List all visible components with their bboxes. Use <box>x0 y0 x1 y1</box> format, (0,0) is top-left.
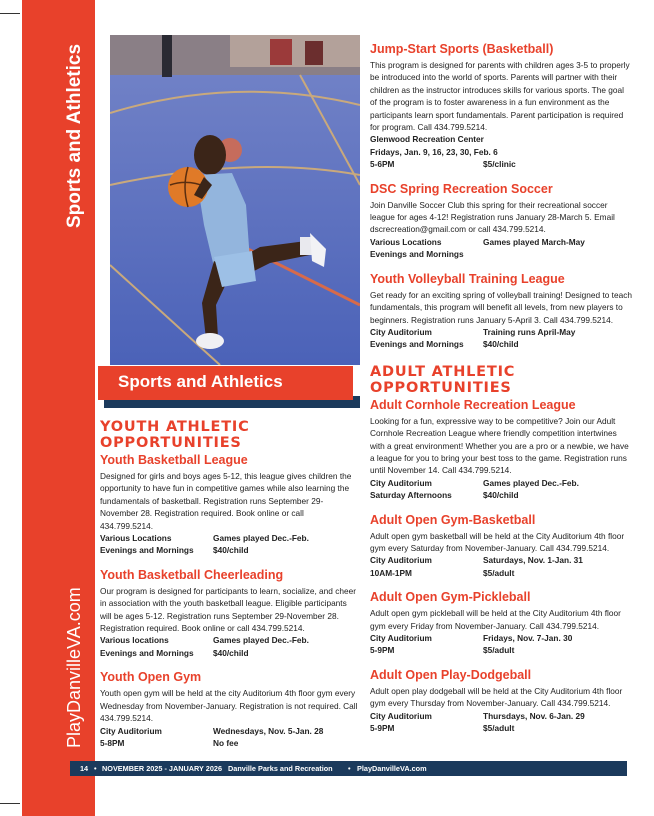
program-schedule: Training runs April-May <box>483 326 576 337</box>
program-description: This program is designed for parents with children ages 3-5 to properly be introduced into the world of sports. Parents will partner with their children as the instructor introduces skills for various sports. The goal of the program is to foster awareness in a fun environment as the participants learn sport fundamentals. Parent participation is required for program. Call 434.799.5214. <box>370 60 630 133</box>
page-footer <box>70 761 627 776</box>
program-description: Join Danville Soccer Club this spring for their recreational soccer league for ages 4-12! Registration runs January 28-March 5. Email dscrecreation@gmail.com or call 434.799.5214. <box>370 199 615 235</box>
program-location: City Auditorium <box>370 326 432 337</box>
program-schedule: Games played March-May <box>483 236 585 247</box>
program-time: 5-6PM <box>370 159 395 170</box>
program-title: Jump-Start Sports (Basketball) <box>370 42 554 56</box>
program-location: City Auditorium <box>370 477 432 488</box>
program-details-row <box>100 647 358 659</box>
program-description: Adult open play dodgeball will be held at the City Auditorium 4th floor gym every Thursday from November-January. Call 434.799.5214. <box>370 685 623 709</box>
program-details-row <box>370 632 632 644</box>
program-location: City Auditorium <box>370 710 432 721</box>
footer-site: PlayDanvilleVA.com <box>357 764 427 773</box>
program-schedule: Games played Dec.-Feb. <box>483 477 579 488</box>
program-details-row <box>370 326 632 338</box>
program-schedule: Saturdays, Nov. 1-Jan. 31 <box>483 555 583 566</box>
program-dates: Fridays, Jan. 9, 16, 23, 30, Feb. 6 <box>370 146 498 157</box>
program-details-row <box>370 158 632 170</box>
program-title: Youth Volleyball Training League <box>370 271 565 286</box>
program-details-row <box>370 710 632 722</box>
program-location: Glenwood Recreation Center <box>370 134 484 145</box>
footer-dates: NOVEMBER 2025 - JANUARY 2026 <box>102 764 223 773</box>
program-time: 10AM-1PM <box>370 567 412 578</box>
left-column <box>100 419 358 749</box>
program-fee: $40/child <box>483 490 519 501</box>
program-fee: $5/clinic <box>483 159 516 170</box>
program-time: 5-9PM <box>370 645 395 656</box>
program-time: Evenings and Mornings <box>100 647 194 658</box>
program-time: 5-9PM <box>370 723 395 734</box>
program-time: Saturday Afternoons <box>370 490 452 501</box>
program-details-row <box>100 532 358 544</box>
program-details-row <box>370 489 632 501</box>
program-fee: $40/child <box>483 339 519 350</box>
program-details-row <box>370 554 632 566</box>
program-time: Evenings and Mornings <box>100 545 194 556</box>
program-details-row <box>370 644 632 656</box>
program-title: Adult Open Gym-Pickleball <box>370 590 531 605</box>
sidebar-website-label: PlayDanvilleVA.com <box>64 587 84 748</box>
program-title: Adult Cornhole Recreation League <box>370 397 576 412</box>
program-location: City Auditorium <box>370 555 432 566</box>
program-fee: $40/child <box>213 647 249 658</box>
program-details-row <box>370 477 632 489</box>
program-title: Adult Open Play-Dodgeball <box>370 667 532 682</box>
program-title: DSC Spring Recreation Soccer <box>370 181 553 196</box>
right-column <box>370 40 632 734</box>
banner-title: Sports and Athletics <box>118 372 283 391</box>
program-description: Designed for girls and boys ages 5-12, this league gives children the opportunity to have fun in competitive games while also learning the fundamentals of basketball. Registration runs September 29-November 28. Registration required. Book online or call 434.799.5214. <box>100 471 352 531</box>
program-location: Various locations <box>100 635 169 646</box>
program-schedule: Games played Dec.-Feb. <box>213 533 309 544</box>
program-time: Evenings and Mornings <box>370 339 464 350</box>
program-details-row <box>370 567 632 579</box>
footer-org: Danville Parks and Recreation <box>228 764 333 773</box>
program-description: Adult open gym basketball will be held at the City Auditorium 4th floor gym every Saturday from November-January. Call 434.799.5214. <box>370 530 625 553</box>
program-time: 5-8PM <box>100 737 125 748</box>
child-basketball-photo <box>110 35 360 365</box>
program-fee: $5/adult <box>483 645 515 656</box>
program-title: Youth Basketball Cheerleading <box>100 567 284 582</box>
program-schedule: Wednesdays, Nov. 5-Jan. 28 <box>213 725 324 736</box>
program-details-row <box>100 725 358 737</box>
program-fee: $5/adult <box>483 567 515 578</box>
program-details-row <box>100 544 358 556</box>
page-number: 14 <box>80 764 89 773</box>
crop-mark <box>0 803 20 804</box>
program-description: Looking for a fun, expressive way to be competitive? Join our Adult Cornhole Recreation League where friendly competition intertwines with a great environment! Whether you are a pro or a newbie, we have a league for you to bring your best toss to the game. Registration runs until November 14. Call 434.799.5214. <box>370 415 629 476</box>
program-description: Get ready for an exciting spring of volleyball training! Designed to teach fundamentals, this program will benefit all levels, from new players to beginners. Registration runs January 5-April 3. Call 434.799.5214. <box>370 289 632 325</box>
program-location: City Auditorium <box>370 633 432 643</box>
adult-category-header: ADULT ATHLETIC OPPORTUNITIES <box>370 363 516 396</box>
footer-bullet: • <box>348 764 351 773</box>
program-title: Youth Open Gym <box>100 670 202 685</box>
program-description: Youth open gym will be held at the city Auditorium 4th floor gym every Wednesday from November-January. Registration is not required. Call 434.799.5214. <box>100 688 358 724</box>
program-schedule: Thursdays, Nov. 6-Jan. 29 <box>483 710 585 721</box>
program-details-row <box>100 737 358 749</box>
program-location: City Auditorium <box>100 725 162 736</box>
program-fee: $5/adult <box>483 723 515 734</box>
program-schedule: Games played Dec.-Feb. <box>213 635 309 646</box>
crop-mark <box>0 13 20 14</box>
program-details-row <box>370 248 632 260</box>
program-description: Adult open gym pickleball will be held at the City Auditorium 4th floor gym every Friday from November-January. Call 434.799.5214. <box>370 608 621 631</box>
program-details-row <box>100 634 358 646</box>
youth-category-header: YOUTH ATHLETIC OPPORTUNITIES <box>100 419 250 451</box>
program-fee: $40/child <box>213 545 249 556</box>
program-description: Our program is designed for participants to learn, socialize, and cheer in association with the youth basketball league. Eligible participants will be ages 5-12. Registration runs September 29-November 28. Registration required. Book online or call 434.799.5214. <box>100 585 356 634</box>
program-details-row <box>370 722 632 734</box>
program-fee: No fee <box>213 737 239 748</box>
program-schedule: Fridays, Nov. 7-Jan. 30 <box>483 633 573 643</box>
section-banner <box>98 366 353 400</box>
footer-bullet: • <box>94 764 97 773</box>
sidebar-section-label: Sports and Athletics <box>64 43 85 228</box>
program-title: Youth Basketball League <box>100 453 248 467</box>
program-location: Various Locations <box>100 533 172 544</box>
program-title: Adult Open Gym-Basketball <box>370 512 536 527</box>
program-location: Various Locations <box>370 236 442 247</box>
program-details-row <box>370 236 632 248</box>
program-time: Evenings and Mornings <box>370 249 464 260</box>
program-details-row <box>370 338 632 350</box>
